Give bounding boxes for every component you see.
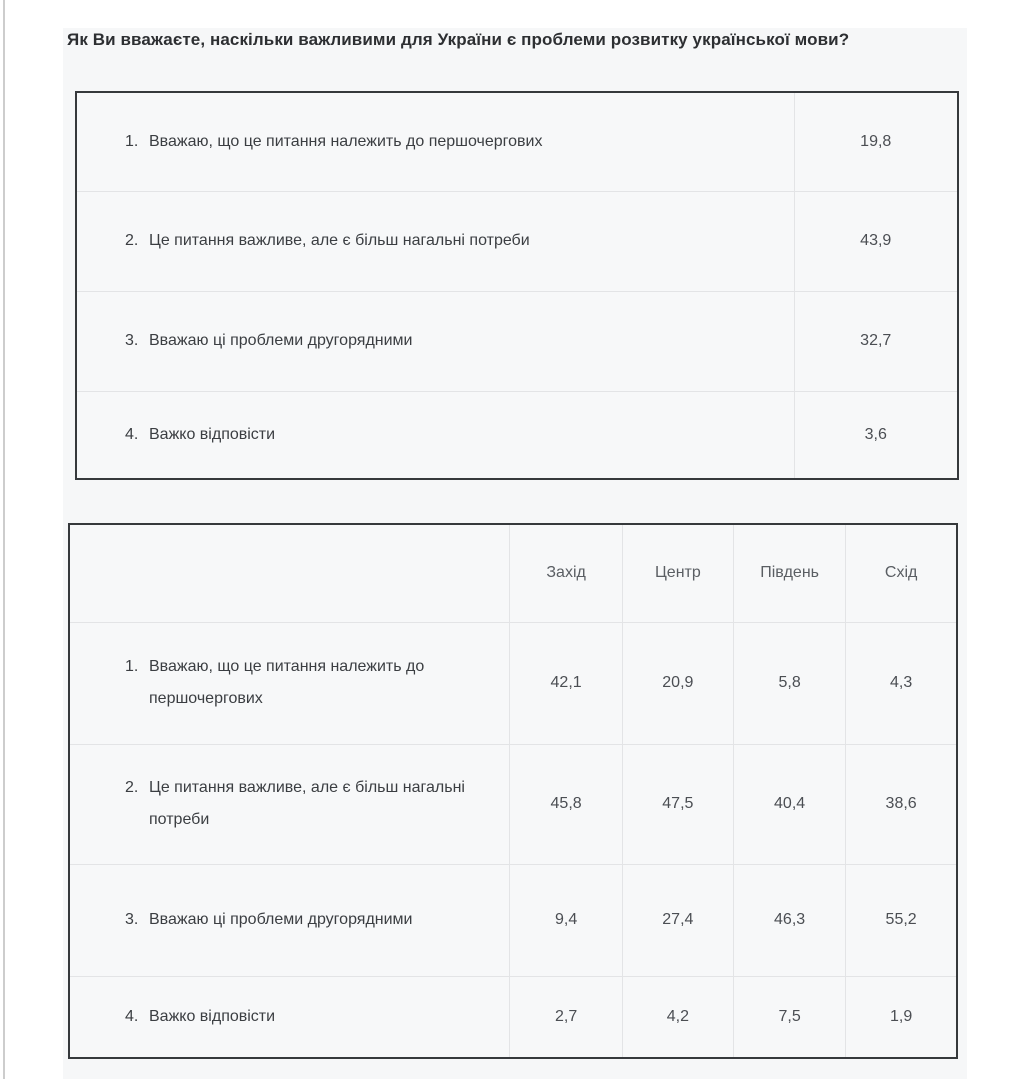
value-cell: 42,1 [510,622,622,744]
row-label-cell [76,291,794,391]
row-text: Важко відповісти [149,425,276,443]
column-header-south: Південь [733,524,845,622]
table-row [76,92,958,191]
row-label [125,904,493,936]
row-text: Вважаю ці проблеми другорядними [149,911,413,928]
header-row [69,524,957,622]
row-label-cell [76,191,794,291]
value-cell: 40,4 [733,744,845,864]
value-cell: 38,6 [846,744,957,864]
column-header-center: Центр [622,524,733,622]
overall-results-table [75,91,959,480]
row-text: Це питання важливе, але є більш нагальні потреби [149,779,465,828]
row-number: 4. [125,1007,139,1025]
row-label-cell [69,622,510,744]
value-cell: 19,8 [794,92,958,191]
row-number: 2. [125,779,139,796]
value-cell: 55,2 [846,864,957,976]
survey-question-title: Як Ви вважаєте, наскільки важливими для України є проблеми розвитку української мови? [67,30,850,49]
row-text: Важко відповісти [149,1007,276,1025]
row-label [125,419,774,451]
value-cell: 43,9 [794,191,958,291]
value-cell: 1,9 [846,976,957,1058]
row-number: 4. [125,425,139,443]
value-cell: 2,7 [510,976,622,1058]
row-label-cell [69,976,510,1058]
row-label-cell [69,864,510,976]
table-row [76,291,958,391]
row-number: 2. [125,232,139,249]
row-label [125,651,493,715]
row-text: Вважаю, що це питання належить до першочергових [149,132,543,150]
value-cell: 4,3 [846,622,957,744]
page-left-edge-line [3,0,5,1079]
header-empty-cell [69,524,510,622]
row-label-cell [76,92,794,191]
row-label-cell [76,391,794,479]
row-number: 3. [125,911,139,928]
row-text: Вважаю, що це питання належить до першочергових [149,658,425,707]
column-header-east: Схід [846,524,957,622]
row-number: 1. [125,658,139,675]
row-label-cell [69,744,510,864]
table-row [69,976,957,1058]
value-cell: 7,5 [733,976,845,1058]
row-label [125,1001,493,1033]
row-label [125,225,774,257]
row-label [125,772,493,836]
row-label [125,325,774,357]
value-cell: 3,6 [794,391,958,479]
row-label [125,126,774,158]
value-cell: 5,8 [733,622,845,744]
value-cell: 27,4 [622,864,733,976]
row-number: 1. [125,132,139,150]
value-cell: 9,4 [510,864,622,976]
value-cell: 4,2 [622,976,733,1058]
value-cell: 46,3 [733,864,845,976]
table-row [76,391,958,479]
regional-results-table [68,523,958,1059]
value-cell: 20,9 [622,622,733,744]
row-text: Вважаю ці проблеми другорядними [149,332,413,349]
table-row [69,744,957,864]
row-text: Це питання важливе, але є більш нагальні потреби [149,232,530,249]
column-header-west: Захід [510,524,622,622]
value-cell: 32,7 [794,291,958,391]
table-row [69,864,957,976]
value-cell: 45,8 [510,744,622,864]
table-row [69,622,957,744]
row-number: 3. [125,332,139,349]
table-row [76,191,958,291]
value-cell: 47,5 [622,744,733,864]
